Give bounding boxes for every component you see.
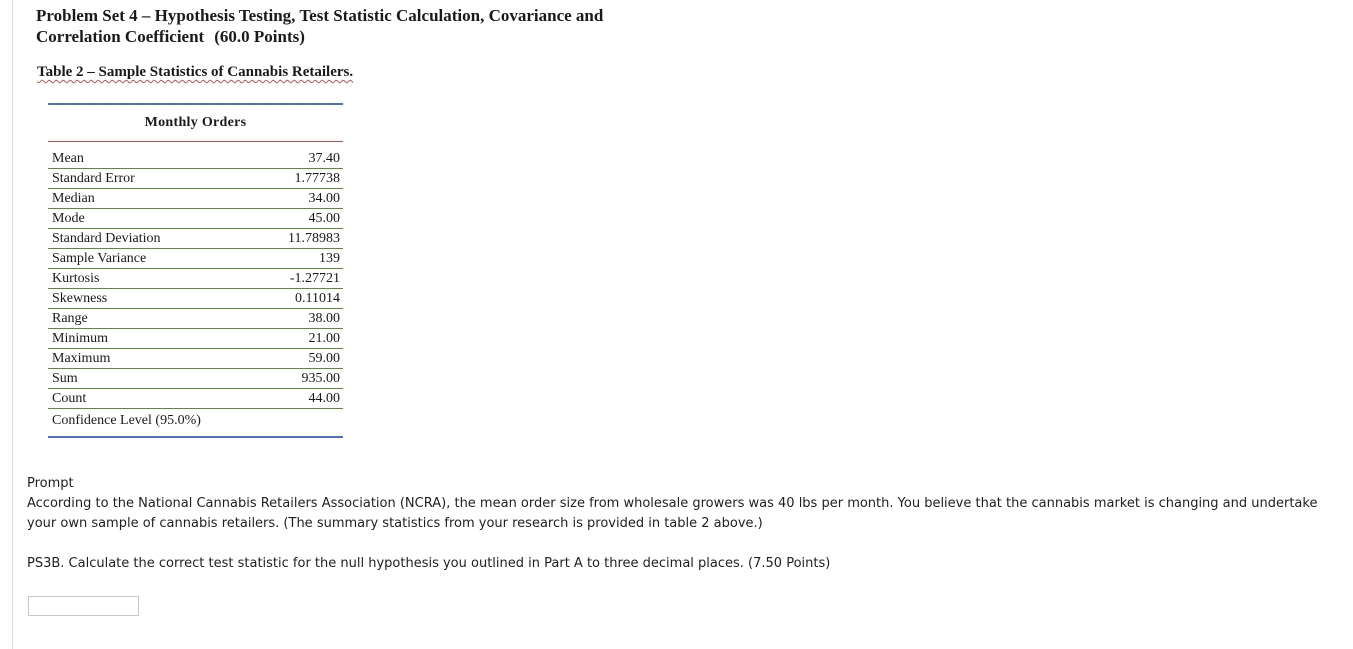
table-header-monthly-orders: Monthly Orders bbox=[48, 104, 343, 142]
stat-label: Sample Variance bbox=[48, 249, 262, 269]
table-row bbox=[48, 269, 343, 289]
table-row bbox=[48, 189, 343, 209]
stat-label: Standard Deviation bbox=[48, 229, 262, 249]
prompt-body: According to the National Cannabis Retailers Association (NCRA), the mean order size from wholesale growers was 40 lbs per month. You believe that the cannabis market is changing and undertake your own sample of cannabis retailers. (The summary statistics from your research is provided in table 2 above.) bbox=[27, 496, 1318, 531]
stat-label: Range bbox=[48, 309, 262, 329]
table-caption: Table 2 – Sample Statistics of Cannabis Retailers. bbox=[37, 64, 354, 80]
stat-label: Mode bbox=[48, 209, 262, 229]
table-spacer-row bbox=[48, 142, 343, 150]
stat-value: 139 bbox=[262, 249, 343, 269]
stat-value: 44.00 bbox=[262, 389, 343, 409]
stat-value: 11.78983 bbox=[262, 229, 343, 249]
problem-points: (60.0 Points) bbox=[214, 27, 305, 46]
table-row bbox=[48, 229, 343, 249]
problem-title bbox=[36, 5, 736, 47]
stat-value: 37.40 bbox=[262, 149, 343, 169]
page-left-border bbox=[12, 0, 13, 649]
stat-value: 38.00 bbox=[262, 309, 343, 329]
table-row bbox=[48, 389, 343, 409]
stat-value: 34.00 bbox=[262, 189, 343, 209]
problem-title-line1: Problem Set 4 – Hypothesis Testing, Test Statistic Calculation, Covariance and bbox=[36, 6, 604, 25]
stat-label: Count bbox=[48, 389, 262, 409]
stat-label: Confidence Level (95.0%) bbox=[52, 412, 201, 428]
prompt-question: PS3B. Calculate the correct test statistic for the null hypothesis you outlined in Part A to three decimal places. (7.50 Points) bbox=[27, 556, 831, 571]
prompt-heading: Prompt bbox=[27, 476, 74, 491]
stat-label: Minimum bbox=[48, 329, 262, 349]
table-row bbox=[48, 249, 343, 269]
stat-label: Sum bbox=[48, 369, 262, 389]
stat-label: Kurtosis bbox=[48, 269, 262, 289]
stat-value: 1.77738 bbox=[262, 169, 343, 189]
stat-value: 935.00 bbox=[262, 369, 343, 389]
problem-title-line2: Correlation Coefficient bbox=[36, 27, 205, 46]
stat-value: 21.00 bbox=[262, 329, 343, 349]
table-row bbox=[48, 149, 343, 169]
table-row bbox=[48, 289, 343, 309]
table-body bbox=[48, 142, 343, 438]
stat-label: Maximum bbox=[48, 349, 262, 369]
table-header-row bbox=[48, 104, 343, 142]
stat-label: Skewness bbox=[48, 289, 262, 309]
prompt-gap bbox=[27, 534, 1342, 554]
table-row bbox=[48, 209, 343, 229]
table-bottom-spacer-row bbox=[48, 431, 343, 437]
answer-input[interactable] bbox=[28, 596, 139, 616]
stat-label: Median bbox=[48, 189, 262, 209]
table-row bbox=[48, 329, 343, 349]
table-row bbox=[48, 169, 343, 189]
stat-value: 59.00 bbox=[262, 349, 343, 369]
stat-value: 0.11014 bbox=[262, 289, 343, 309]
table-row bbox=[48, 369, 343, 389]
stat-value: 45.00 bbox=[262, 209, 343, 229]
table-row bbox=[48, 349, 343, 369]
stat-label: Standard Error bbox=[48, 169, 262, 189]
stat-label: Mean bbox=[48, 149, 262, 169]
prompt-section bbox=[27, 474, 1342, 574]
table-row bbox=[48, 309, 343, 329]
sample-statistics-table bbox=[48, 103, 343, 438]
stat-value bbox=[262, 409, 343, 432]
table-row bbox=[48, 409, 343, 432]
stat-value: -1.27721 bbox=[262, 269, 343, 289]
